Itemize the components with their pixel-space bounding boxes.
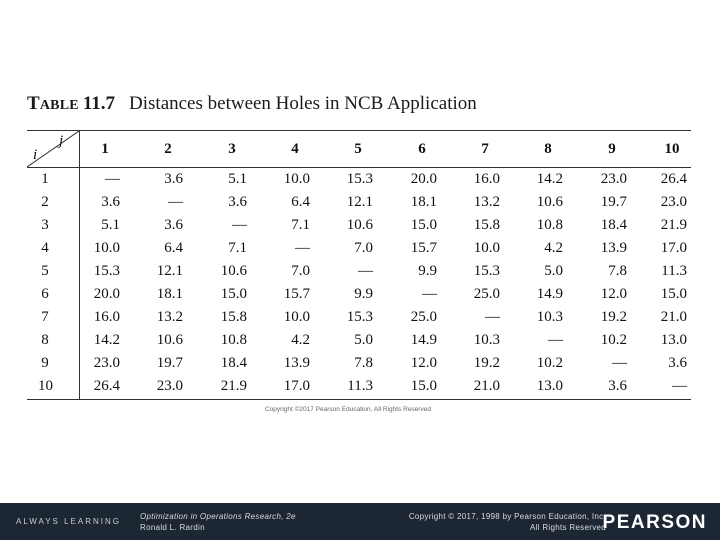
- table-cell: 15.8: [220, 309, 247, 325]
- table-cell: 20.0: [93, 286, 120, 302]
- table-cell: 12.1: [156, 263, 183, 279]
- table-cell: —: [672, 378, 687, 394]
- table-cell: 23.0: [660, 194, 687, 210]
- table-cell: 10.8: [536, 217, 563, 233]
- pearson-logo: PEARSON: [602, 512, 707, 533]
- table-label-rest: ABLE: [39, 98, 79, 113]
- header-rule: [27, 167, 691, 168]
- table-cell: 25.0: [473, 286, 500, 302]
- table-cell: 19.7: [600, 194, 627, 210]
- table-cell: 6.4: [291, 194, 310, 210]
- table-cell: 3.6: [164, 217, 183, 233]
- row-header: 6: [41, 286, 49, 302]
- table-cell: 10.6: [156, 332, 183, 348]
- table-cell: 10.0: [473, 240, 500, 256]
- table-cell: 14.9: [410, 332, 437, 348]
- table-cell: 3.6: [668, 355, 687, 371]
- table-cell: 10.2: [536, 355, 563, 371]
- table-cell: 12.0: [600, 286, 627, 302]
- row-axis-label: i: [33, 147, 38, 163]
- table-number: 11.7: [82, 93, 116, 114]
- column-header: 8: [544, 141, 552, 157]
- column-header: 6: [418, 141, 426, 157]
- table-cell: 10.3: [536, 309, 563, 325]
- table-cell: 10.6: [346, 217, 373, 233]
- table-caption: Distances between Holes in NCB Application: [129, 93, 477, 114]
- book-author: Ronald L. Rardin: [140, 523, 205, 532]
- table-cell: 5.1: [101, 217, 120, 233]
- table-cell: 10.6: [220, 263, 247, 279]
- table-cell: 3.6: [228, 194, 247, 210]
- table-cell: —: [548, 332, 563, 348]
- table-cell: —: [612, 355, 627, 371]
- table-cell: —: [232, 217, 247, 233]
- table-cell: 15.0: [660, 286, 687, 302]
- row-header: 10: [38, 378, 53, 394]
- table-cell: 15.7: [283, 286, 310, 302]
- table-cell: 9.9: [418, 263, 437, 279]
- column-axis-label: j: [59, 133, 64, 149]
- table-cell: 10.2: [600, 332, 627, 348]
- table-cell: 15.0: [410, 217, 437, 233]
- table-cell: 17.0: [283, 378, 310, 394]
- book-info: [140, 511, 296, 533]
- table-cell: 10.6: [536, 194, 563, 210]
- book-title: Optimization in Operations Research, 2e: [140, 512, 296, 521]
- row-header: 4: [41, 240, 49, 256]
- table-cell: 4.2: [544, 240, 563, 256]
- table-cell: —: [168, 194, 183, 210]
- table-cell: 26.4: [660, 171, 687, 187]
- table-cell: 5.0: [354, 332, 373, 348]
- table-cell: 4.2: [291, 332, 310, 348]
- table-cell: 11.3: [347, 378, 373, 394]
- table-cell: 21.9: [660, 217, 687, 233]
- table-cell: 9.9: [354, 286, 373, 302]
- table-cell: 23.0: [93, 355, 120, 371]
- table-cell: 14.9: [536, 286, 563, 302]
- distance-table: [27, 130, 691, 400]
- table-cell: 23.0: [156, 378, 183, 394]
- table-cell: —: [358, 263, 373, 279]
- table-cell: 11.3: [661, 263, 687, 279]
- column-header: 3: [228, 141, 236, 157]
- row-header: 5: [41, 263, 49, 279]
- table-cell: 19.7: [156, 355, 183, 371]
- table-cell: 18.4: [220, 355, 247, 371]
- table-cell: 15.0: [220, 286, 247, 302]
- table-label: [27, 93, 79, 114]
- table-cell: 16.0: [473, 171, 500, 187]
- table-cell: 16.0: [93, 309, 120, 325]
- table-cell: 15.3: [93, 263, 120, 279]
- table-cell: 25.0: [410, 309, 437, 325]
- table-cell: 18.1: [410, 194, 437, 210]
- row-header: 9: [41, 355, 49, 371]
- table-cell: 26.4: [93, 378, 120, 394]
- table-cell: —: [485, 309, 500, 325]
- table-cell: 6.4: [164, 240, 183, 256]
- column-header: 7: [481, 141, 489, 157]
- copyright-line-2: All Rights Reserved: [530, 523, 606, 532]
- column-header: 1: [101, 141, 109, 157]
- table-cell: 14.2: [93, 332, 120, 348]
- figure-copyright: Copyright ©2017 Pearson Education, All Rights Reserved: [265, 406, 431, 413]
- table-cell: 5.1: [228, 171, 247, 187]
- column-header: 2: [164, 141, 172, 157]
- table-cell: 15.8: [473, 217, 500, 233]
- table-cell: 12.1: [346, 194, 373, 210]
- table-cell: 18.1: [156, 286, 183, 302]
- table-cell: 7.1: [291, 217, 310, 233]
- table-cell: 13.0: [660, 332, 687, 348]
- table-cell: —: [295, 240, 310, 256]
- column-header: 10: [664, 141, 680, 157]
- table-cell: 15.7: [410, 240, 437, 256]
- table-cell: 7.0: [354, 240, 373, 256]
- column-header: 9: [608, 141, 616, 157]
- table-cell: 3.6: [608, 378, 627, 394]
- table-cell: 7.8: [354, 355, 373, 371]
- table-cell: 13.9: [600, 240, 627, 256]
- table-cell: 7.1: [228, 240, 247, 256]
- table-cell: 12.0: [410, 355, 437, 371]
- table-cell: 10.3: [473, 332, 500, 348]
- table-cell: 13.0: [536, 378, 563, 394]
- footer-bar: [0, 503, 720, 540]
- table-cell: 13.2: [156, 309, 183, 325]
- table-cell: 17.0: [660, 240, 687, 256]
- table-cell: 5.0: [544, 263, 563, 279]
- column-header: 4: [291, 141, 299, 157]
- copyright-line-1: Copyright © 2017, 1998 by Pearson Education, Inc.: [408, 512, 606, 521]
- table-cell: 10.8: [220, 332, 247, 348]
- table-cell: 10.0: [283, 171, 310, 187]
- table-cell: 15.0: [410, 378, 437, 394]
- table-cell: 21.9: [220, 378, 247, 394]
- row-header: 1: [41, 171, 49, 187]
- tagline: ALWAYS LEARNING: [16, 517, 121, 526]
- table-cell: —: [105, 171, 120, 187]
- row-header: 3: [41, 217, 49, 233]
- table-cell: 18.4: [600, 217, 627, 233]
- table-cell: 21.0: [473, 378, 500, 394]
- table-cell: 15.3: [346, 171, 373, 187]
- table-cell: 10.0: [93, 240, 120, 256]
- table-cell: 10.0: [283, 309, 310, 325]
- table-label-initial: T: [27, 93, 40, 114]
- table-cell: —: [422, 286, 437, 302]
- column-header: 5: [354, 141, 362, 157]
- table-cell: 15.3: [473, 263, 500, 279]
- table-cell: 7.0: [291, 263, 310, 279]
- table-cell: 23.0: [600, 171, 627, 187]
- table-cell: 21.0: [660, 309, 687, 325]
- row-header: 8: [41, 332, 49, 348]
- table-cell: 13.9: [283, 355, 310, 371]
- table-cell: 13.2: [473, 194, 500, 210]
- table-cell: 14.2: [536, 171, 563, 187]
- table-cell: 15.3: [346, 309, 373, 325]
- publisher-copyright: [409, 511, 606, 533]
- table-title: [27, 93, 477, 115]
- table-cell: 19.2: [600, 309, 627, 325]
- row-header: 7: [41, 309, 49, 325]
- table-cell: 19.2: [473, 355, 500, 371]
- table-cell: 7.8: [608, 263, 627, 279]
- table-cell: 20.0: [410, 171, 437, 187]
- table-cell: 3.6: [101, 194, 120, 210]
- table-cell: 3.6: [164, 171, 183, 187]
- row-header: 2: [41, 194, 49, 210]
